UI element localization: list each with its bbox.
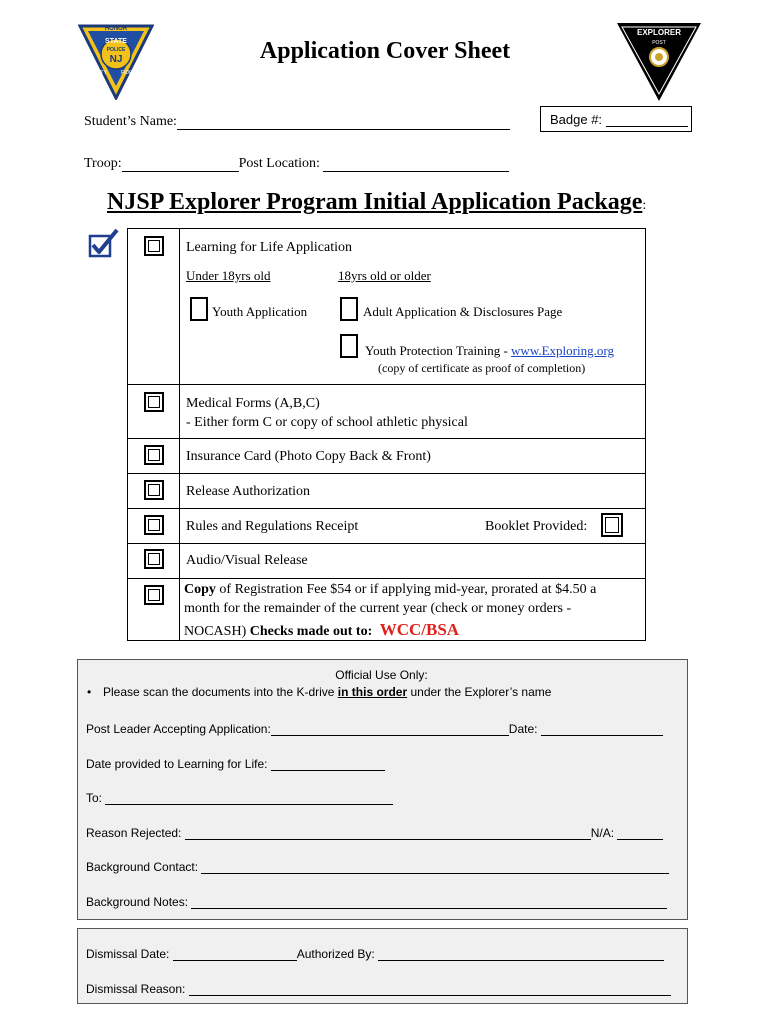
troop-label: Troop: [84, 156, 122, 171]
post-leader-label: Post Leader Accepting Application: [86, 722, 271, 736]
authorized-by-field[interactable] [378, 946, 664, 961]
bullet-icon: • [87, 685, 92, 699]
fee-line-3: NOCASH) [184, 624, 250, 639]
logo-text-honor: HONOR [104, 26, 128, 32]
student-name-label: Student’s Name: [84, 114, 177, 129]
post-location-label: Post Location: [238, 156, 320, 171]
under18-label: Under 18yrs old [186, 268, 271, 283]
na-field[interactable] [617, 825, 663, 840]
fee-line-2: month for the remainder of the current year (check or money orders - [184, 601, 572, 616]
scan-instruction-tail: under the Explorer’s name [407, 685, 552, 699]
dismissal-reason-label: Dismissal Reason: [86, 982, 186, 996]
package-heading [107, 189, 646, 216]
medical-sub-label: - Either form C or copy of school athletic physical [186, 415, 468, 430]
medical-checkbox[interactable] [144, 392, 164, 412]
row-divider [127, 438, 646, 439]
audio-visual-checkbox[interactable] [144, 549, 164, 569]
na-label: N/A: [590, 826, 615, 840]
booklet-label: Booklet Provided: [485, 519, 588, 534]
post-leader-field[interactable] [271, 721, 509, 736]
youth-app-label: Youth Application [212, 304, 308, 319]
dismissal-date-field[interactable] [173, 946, 297, 961]
lfl-label: Learning for Life Application [186, 240, 352, 255]
badge-label: Badge #: [550, 112, 603, 127]
lfl-checkbox[interactable] [144, 236, 164, 256]
logo-text-post: POST [652, 40, 666, 46]
badge-box [540, 106, 692, 132]
exploring-link[interactable]: www.Exploring.org [511, 343, 614, 358]
official-use-title: Official Use Only: [335, 668, 428, 682]
background-notes-field[interactable] [191, 894, 667, 909]
row-divider [127, 473, 646, 474]
badge-number-field[interactable] [606, 113, 688, 127]
fee-checkbox[interactable] [144, 585, 164, 605]
logo-text-police: POLICE [106, 47, 126, 53]
scan-instruction [87, 685, 551, 699]
logo-text-duty: DUTY [93, 70, 107, 76]
dismissal-date-label: Dismissal Date: [86, 947, 170, 961]
ypt-label: Youth Protection Training - [365, 343, 512, 358]
insurance-label: Insurance Card (Photo Copy Back & Front) [186, 449, 431, 464]
logo-text-fidelity: FIDELITY [121, 70, 143, 76]
date-field[interactable] [541, 721, 663, 736]
date-label: Date: [508, 722, 538, 736]
insurance-checkbox[interactable] [144, 445, 164, 465]
row-divider [127, 384, 646, 385]
date-lfl-label: Date provided to Learning for Life: [86, 757, 268, 771]
row-divider [127, 578, 646, 579]
rules-checkbox[interactable] [144, 515, 164, 535]
background-contact-field[interactable] [201, 859, 669, 874]
post-location-field[interactable] [323, 156, 509, 172]
payee-name: WCC/BSA [379, 620, 460, 639]
page-title: Application Cover Sheet [259, 38, 511, 64]
logo-text-explorer: EXPLORER [636, 28, 682, 37]
logo-text-state: STATE [105, 38, 127, 45]
to-field[interactable] [105, 790, 393, 805]
over18-label: 18yrs old or older [338, 268, 431, 283]
ypt-checkbox[interactable] [340, 334, 358, 358]
package-heading-text: NJSP Explorer Program Initial Application Package [107, 189, 643, 215]
rules-label: Rules and Regulations Receipt [186, 519, 359, 534]
medical-label: Medical Forms (A,B,C) [186, 396, 320, 411]
adult-app-checkbox[interactable] [340, 297, 358, 321]
dismissal-reason-field[interactable] [189, 981, 671, 996]
audio-visual-label: Audio/Visual Release [186, 553, 308, 568]
student-name-field[interactable] [177, 114, 510, 130]
table-divider [179, 228, 180, 641]
logo-text-nj: NJ [109, 54, 123, 65]
background-notes-label: Background Notes: [86, 895, 189, 909]
booklet-checkbox[interactable] [601, 513, 623, 537]
ypt-note: (copy of certificate as proof of completion) [378, 361, 586, 375]
package-checked-icon[interactable] [88, 228, 120, 258]
reason-rejected-label: Reason Rejected: [86, 826, 182, 840]
adult-app-label: Adult Application & Disclosures Page [363, 304, 563, 319]
checklist-table [127, 228, 646, 641]
youth-app-checkbox[interactable] [190, 297, 208, 321]
explorer-logo [616, 22, 702, 102]
authorized-by-label: Authorized By: [296, 947, 375, 961]
checks-payable-label: Checks made out to: [249, 624, 373, 639]
fee-line-1: of Registration Fee $54 or if applying mid-year, prorated at $4.50 a [215, 582, 597, 597]
background-contact-label: Background Contact: [86, 860, 199, 874]
row-divider [127, 543, 646, 544]
release-label: Release Authorization [186, 484, 311, 499]
row-divider [127, 508, 646, 509]
scan-order-emphasis: in this order [337, 685, 408, 699]
troop-field[interactable] [122, 156, 239, 172]
release-checkbox[interactable] [144, 480, 164, 500]
fee-copy-bold: Copy [184, 582, 216, 597]
scan-instruction-text: Please scan the documents into the K-drive [103, 685, 338, 699]
to-label: To: [86, 791, 103, 805]
reason-rejected-field[interactable] [185, 825, 591, 840]
package-heading-colon: : [642, 198, 647, 213]
date-lfl-field[interactable] [271, 756, 385, 771]
